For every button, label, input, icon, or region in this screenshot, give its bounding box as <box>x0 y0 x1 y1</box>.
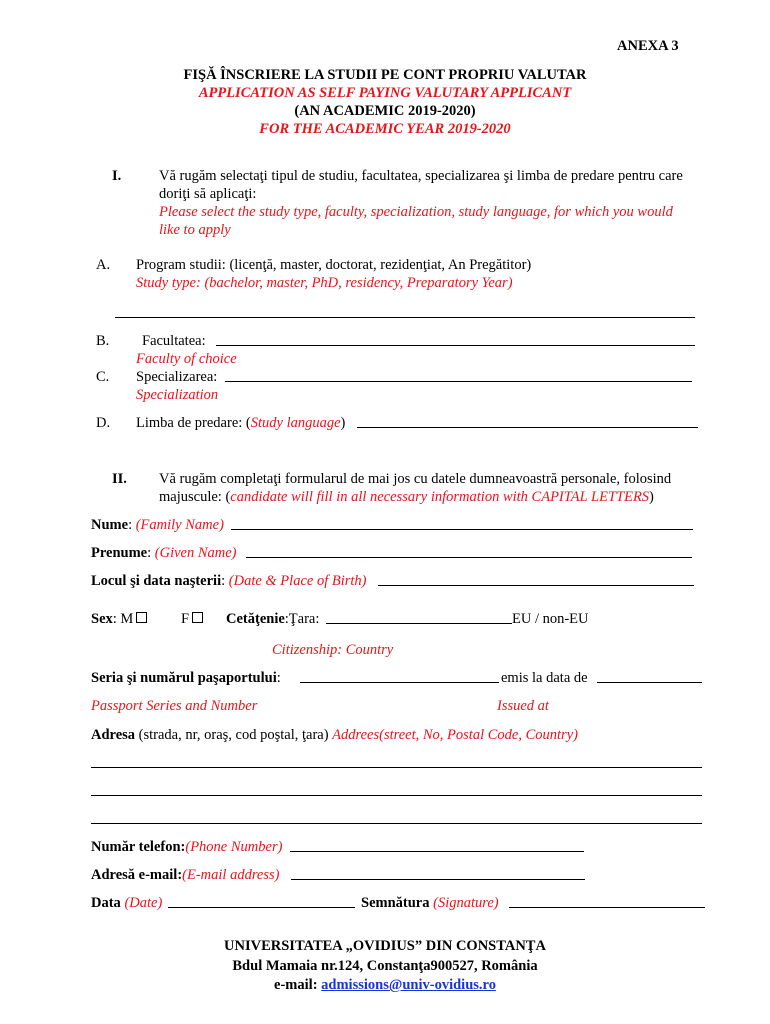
item-c-letter: C. <box>96 369 110 385</box>
sex-female: F <box>181 610 203 628</box>
issued-label: emis la data de <box>501 670 588 686</box>
section-2-text-ro-1: Vă rugăm completaţi formularul de mai jos cu datele dumneavoastră personale, folosind <box>159 471 672 487</box>
item-b-label-en: Faculty of choice <box>136 351 237 367</box>
country-line[interactable] <box>326 623 512 624</box>
signature-line[interactable] <box>509 907 705 908</box>
specialization-line[interactable] <box>225 381 692 382</box>
issued-en: Issued at <box>497 698 549 714</box>
birth-label: Locul şi data naşterii: (Date & Place of Birth) <box>91 573 367 589</box>
sex-female-checkbox[interactable] <box>192 612 203 623</box>
item-b-label: Facultatea: <box>142 333 206 349</box>
family-name-line[interactable] <box>231 529 693 530</box>
address-line-3[interactable] <box>91 823 702 824</box>
address-line-2[interactable] <box>91 795 702 796</box>
sex-row: Sex: M <box>91 610 147 628</box>
year-ro: (AN ACADEMIC 2019-2020) <box>294 103 476 119</box>
signature-label: Semnătura (Signature) <box>361 895 499 911</box>
footer-email: e-mail: admissions@univ-ovidius.ro <box>274 977 496 993</box>
footer-email-link[interactable]: admissions@univ-ovidius.ro <box>321 977 496 993</box>
date-line[interactable] <box>168 907 355 908</box>
phone-label: Număr telefon:(Phone Number) <box>91 839 283 855</box>
item-d-label: Limba de predare: (Study language) <box>136 415 346 431</box>
address-line-1[interactable] <box>91 767 702 768</box>
item-d-letter: D. <box>96 415 111 431</box>
given-name-line[interactable] <box>246 557 692 558</box>
section-1-text-ro-1: Vă rugăm selectaţi tipul de studiu, facultatea, specializarea şi limba de predare pentru care <box>159 168 683 184</box>
title-ro: FIŞĂ ÎNSCRIERE LA STUDII PE CONT PROPRIU VALUTAR <box>183 67 587 83</box>
section-1-number: I. <box>112 168 122 184</box>
phone-line[interactable] <box>290 851 584 852</box>
email-line[interactable] <box>291 879 585 880</box>
family-name-label: Nume: (Family Name) <box>91 517 224 533</box>
item-c-label-en: Specialization <box>136 387 219 403</box>
item-a-label: Program studii: (licenţă, master, doctorat, rezidenţiat, An Pregătitor) <box>136 257 532 273</box>
faculty-line[interactable] <box>216 345 695 346</box>
section-2-text-2: majuscule: (candidate will fill in all necessary information with CAPITAL LETTERS) <box>159 489 654 505</box>
citizenship-label: Cetăţenie:Ţara: <box>226 611 320 627</box>
year-en: FOR THE ACADEMIC YEAR 2019-2020 <box>259 121 511 137</box>
study-language-line[interactable] <box>357 427 698 428</box>
item-a-letter: A. <box>96 257 111 273</box>
section-1-text-en-1: Please select the study type, faculty, specialization, study language, for which you would <box>159 204 673 220</box>
title-en: APPLICATION AS SELF PAYING VALUTARY APPLICANT <box>198 85 572 101</box>
section-1-text-en-2: like to apply <box>159 222 231 238</box>
passport-en: Passport Series and Number <box>91 698 258 714</box>
section-1-text-ro-2: doriţi să aplicaţi: <box>159 186 257 202</box>
eu-label: EU / non-EU <box>512 611 589 627</box>
date-label: Data (Date) <box>91 895 163 911</box>
section-2-number: II. <box>112 471 127 487</box>
annex-label: ANEXA 3 <box>617 38 679 54</box>
footer-university: UNIVERSITATEA „OVIDIUS” DIN CONSTANŢA <box>224 938 546 954</box>
footer-address: Bdul Mamaia nr.124, Constanţa900527, România <box>232 958 538 974</box>
item-b-letter: B. <box>96 333 110 349</box>
item-a-label-en: Study type: (bachelor, master, PhD, residency, Preparatory Year) <box>136 275 513 291</box>
email-label: Adresă e-mail:(E-mail address) <box>91 867 280 883</box>
address-label: Adresa (strada, nr, oraş, cod poştal, ţara) Addrees(street, No, Postal Code, Country) <box>91 727 578 743</box>
issued-date-line[interactable] <box>597 682 702 683</box>
passport-line[interactable] <box>300 682 499 683</box>
study-type-line[interactable] <box>115 317 695 318</box>
birth-line[interactable] <box>378 585 694 586</box>
sex-male-checkbox[interactable] <box>136 612 147 623</box>
given-name-label: Prenume: (Given Name) <box>91 545 237 561</box>
passport-label: Seria şi numărul paşaportului: <box>91 670 281 686</box>
item-c-label: Specializarea: <box>136 369 218 385</box>
citizenship-en: Citizenship: Country <box>272 642 394 658</box>
